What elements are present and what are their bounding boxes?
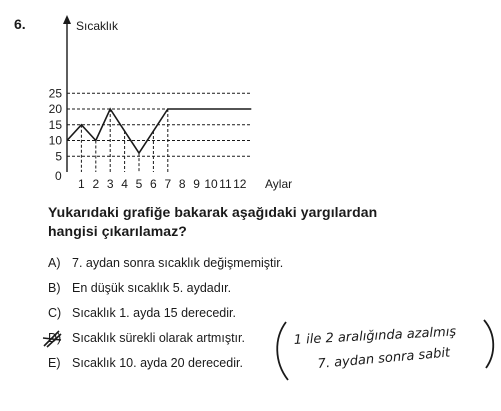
option-letter: C) [48, 306, 62, 320]
option-letter: A) [48, 256, 61, 270]
x-tick-label: 1 [78, 177, 85, 191]
question-text: Yukarıdaki grafiğe bakarak aşağıdaki yargılardan hangisi çıkarılamaz? [48, 204, 378, 239]
option-a[interactable] [48, 256, 348, 281]
option-text: Sıcaklık 1. ayda 15 derecedir. [72, 306, 236, 320]
right-bracket-mark [484, 320, 493, 368]
chart-grid [67, 93, 251, 172]
y-axis-arrow [63, 15, 71, 24]
option-text: Sıcaklık 10. ayda 20 derecedir. [72, 356, 243, 370]
x-axis-label: Aylar [265, 177, 293, 191]
y-tick-label: 15 [48, 117, 62, 132]
y-tick-label: 25 [48, 86, 62, 101]
x-tick-label: 10 [204, 177, 218, 191]
handwritten-line-2: 7. aydan sonra sabit [317, 345, 451, 372]
question-number: 6. [14, 16, 26, 32]
handwritten-strike-mark [41, 328, 65, 350]
temperature-series-line [67, 109, 251, 153]
x-tick-label: 7 [164, 177, 172, 191]
x-tick-label: 2 [92, 177, 100, 191]
handwritten-line-1: 1 ile 2 aralığında azalmış [293, 324, 457, 348]
option-text: 7. aydan sonra sıcaklık değişmemiştir. [72, 256, 284, 270]
option-b[interactable] [48, 281, 348, 306]
y-tick-label: 5 [55, 149, 62, 164]
option-letter: B) [48, 281, 61, 295]
x-tick-label: 8 [178, 177, 186, 191]
x-tick-label: 6 [150, 177, 157, 191]
y-tick-label: 20 [48, 102, 62, 116]
origin-label: 0 [55, 169, 62, 183]
y-tick-label: 10 [48, 133, 62, 148]
temperature-line-chart [0, 0, 501, 200]
y-axis-label: Sıcaklık [76, 19, 119, 33]
left-bracket-mark [277, 322, 288, 380]
handwritten-note [272, 316, 497, 384]
x-tick-label: 4 [121, 177, 128, 191]
option-text: En düşük sıcaklık 5. aydadır. [72, 281, 232, 295]
x-tick-label: 9 [193, 177, 200, 191]
x-tick-label: 12 [233, 177, 247, 191]
x-tick-label: 11 [219, 177, 232, 191]
option-letter: E) [48, 356, 61, 370]
x-tick-label: 3 [106, 177, 114, 191]
x-tick-label: 5 [135, 177, 143, 191]
option-text: Sıcaklık sürekli olarak artmıştır. [72, 331, 245, 345]
option-letter: D) [48, 331, 62, 345]
